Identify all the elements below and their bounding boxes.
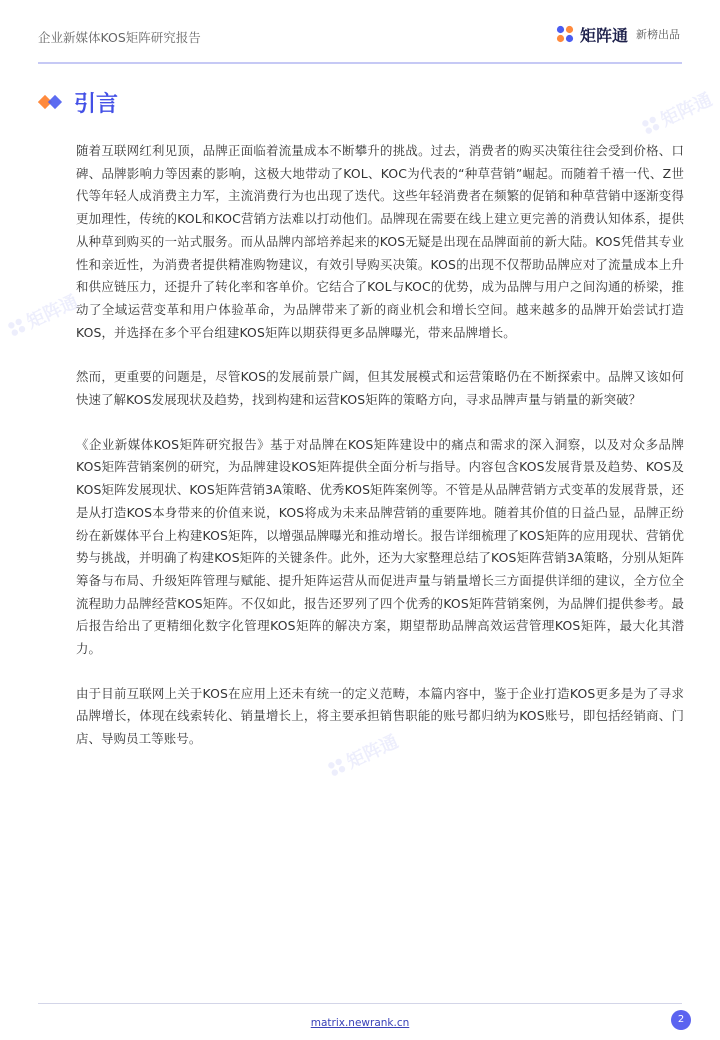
brand-subtitle: 新榜出品 — [636, 28, 680, 41]
paragraph: 《企业新媒体KOS矩阵研究报告》基于对品牌在KOS矩阵建设中的痛点和需求的深入洞察，以及对众多品牌KOS矩阵营销案例的研究，为品牌建设KOS矩阵提供全面分析与指导。内容包含KOS发展背景及趋势、KOS及KOS矩阵发展现状、KOS矩阵营销3A策略、优秀KOS矩阵案例等。不管是从品牌营销方式变革的发展背景，还是从打造KOS本身带来的价值来说，KOS将成为未来品牌营销的重要阵地。随着其价值的日益凸显，品牌正纷纷在新媒体平台上构建KOS矩阵，以增强品牌曝光和推动增长。报告详细梳理了KOS矩阵的应用现状、营销优势与挑战，并明确了构建KOS矩阵的关键条件。此外，还为大家整理总结了KOS矩阵营销3A策略，分别从矩阵筹备与布局、升级矩阵管理与赋能、提升矩阵运营从而促进声量与销量增长三方面提供详细的建议，全方位全流程助力品牌经营KOS矩阵。不仅如此，报告还罗列了四个优秀的KOS矩阵营销案例，为品牌们提供参考。最后报告给出了更精细化数字化管理KOS矩阵的解决方案，期望帮助品牌高效运营管理KOS矩阵，最大化其潜力。 — [76, 436, 684, 657]
watermark — [638, 86, 716, 141]
paragraph: 然而，更重要的问题是，尽管KOS的发展前景广阔，但其发展模式和运营策略仍在不断探索中。品牌又该如何快速了解KOS发展现状及趋势，找到构建和运营KOS矩阵的策略方向，寻求品牌声量与销量的新突破？ — [76, 369, 684, 408]
page-number-badge: 2 — [671, 1010, 691, 1030]
watermark-text: 矩阵通 — [343, 731, 402, 774]
four-dot-cross-icon — [556, 25, 574, 43]
header-title: 企业新媒体KOS矩阵研究报告 — [38, 30, 201, 45]
section-heading — [38, 86, 118, 118]
footer-website-link[interactable]: matrix.newrank.cn — [310, 1017, 410, 1029]
section-title: 引言 — [74, 91, 119, 117]
brand-name: 矩阵通 — [579, 25, 628, 45]
watermark-text: 矩阵通 — [657, 89, 716, 132]
diamond-pair-icon — [38, 94, 64, 110]
footer-divider — [38, 1003, 682, 1004]
brand-logo-group — [556, 22, 680, 46]
body-text — [76, 140, 684, 773]
watermark-logo-icon — [640, 115, 661, 136]
watermark-text: 矩阵通 — [23, 291, 82, 334]
watermark — [4, 288, 82, 343]
watermark-logo-icon — [6, 317, 27, 338]
paragraph: 随着互联网红利见顶，品牌正面临着流量成本不断攀升的挑战。过去，消费者的购买决策往往会受到价格、口碑、品牌影响力等因素的影响，这极大地带动了KOL、KOC为代表的“种草营销”崛起。而随着千禧一代、Z世代等年轻人成消费主力军，主流消费行为也出现了迭代。这些年轻消费者在频繁的促销和种草营销中逐渐变得更加理性，传统的KOL和KOC营销方法难以打动他们。品牌现在需要在线上建立更完善的消费认知体系，提供从种草到购买的一站式服务。而从品牌内部培养起来的KOS无疑是出现在品牌面前的新大陆。KOS凭借其专业性和亲近性，为消费者提供精准购物建议，有效引导购买决策。KOS的出现不仅帮助品牌应对了流量成本上升和供应链压力，还提升了转化率和客单价。它结合了KOL与KOC的优势，成为品牌与用户之间沟通的桥梁，推动了全域运营变革和用户体验革命，为品牌带来了新的商业机会和增长空间。越来越多的品牌开始尝试打造KOS，并选择在多个平台组建KOS矩阵以期获得更多品牌曝光，带来品牌增长。 — [76, 143, 684, 340]
header-divider — [38, 62, 682, 64]
paragraph: 由于目前互联网上关于KOS在应用上还未有统一的定义范畴，本篇内容中，鉴于企业打造KOS更多是为了寻求品牌增长，体现在线索转化、销量增长上，将主要承担销售职能的账号都归纳为KOS账号，即包括经销商、门店、导购员工等账号。 — [76, 685, 684, 747]
